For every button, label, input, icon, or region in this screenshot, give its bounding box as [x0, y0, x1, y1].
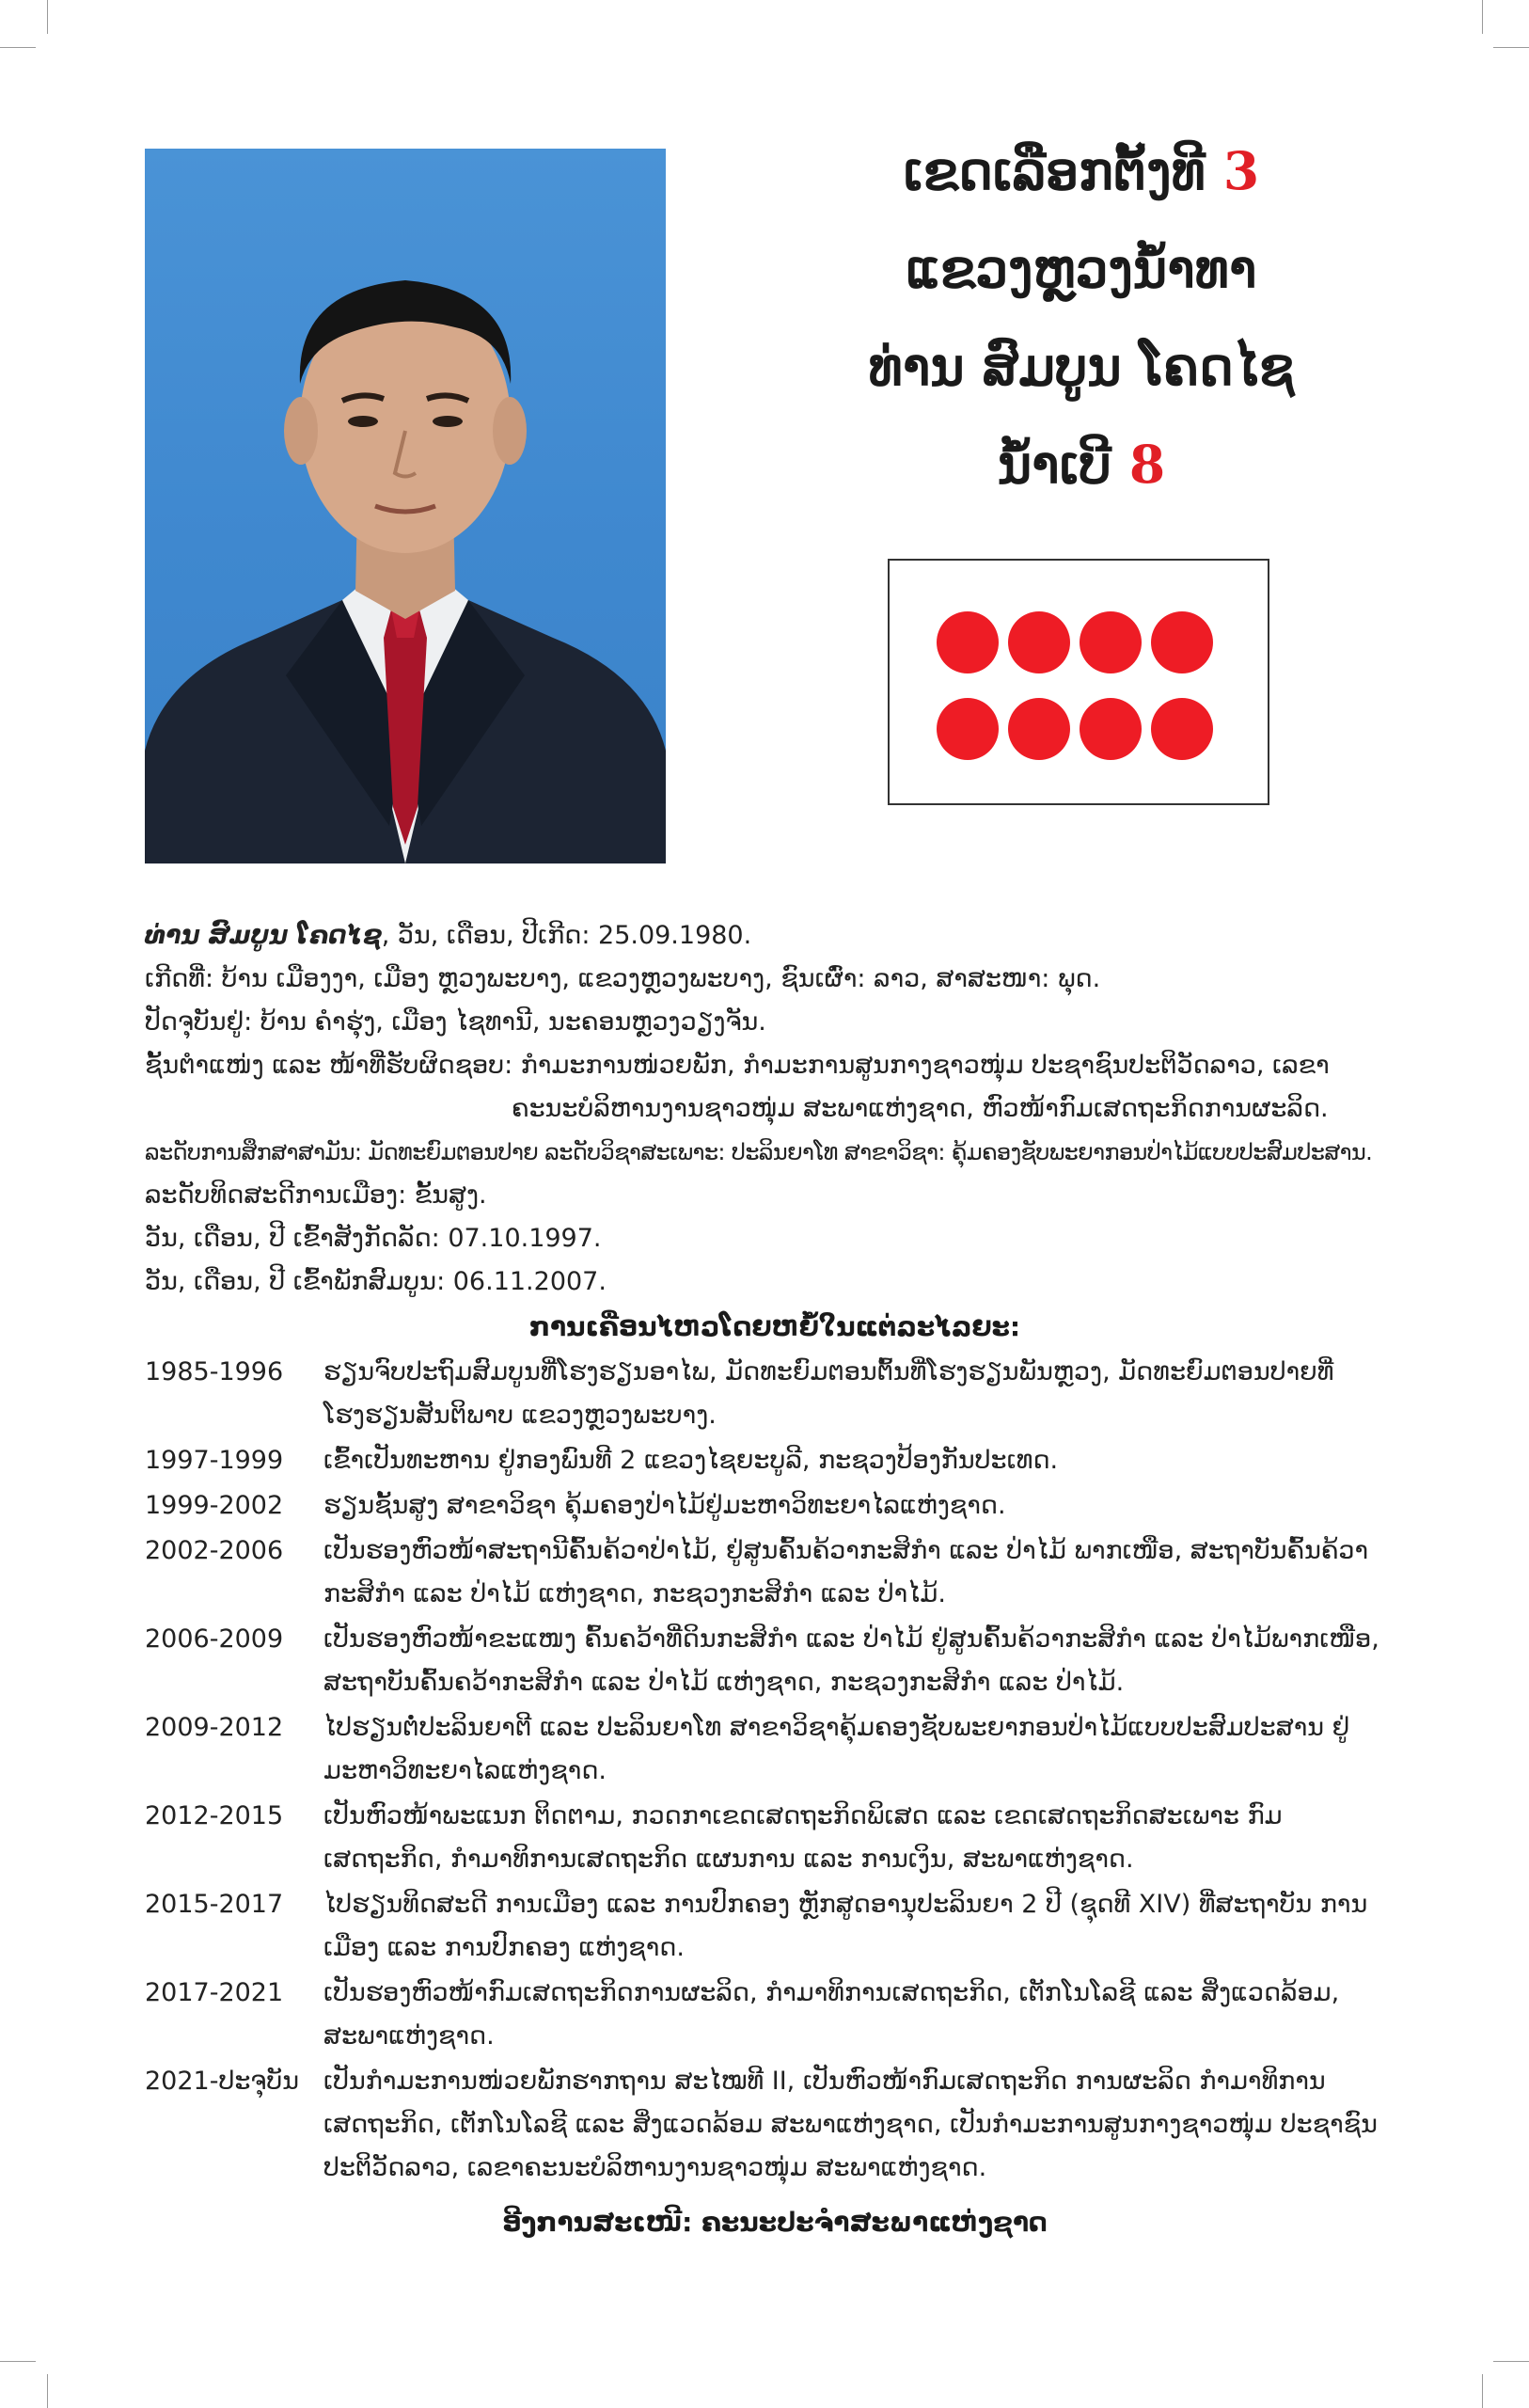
history-years: 2006-2009: [145, 1624, 284, 1654]
crop-mark: [0, 2361, 36, 2362]
history-entry: [145, 2060, 1405, 2190]
bio-name-row: [145, 914, 1405, 958]
constituency-number: 3: [1222, 140, 1260, 201]
history-text: ຮຽນຈົບປະຖົມສົມບູນທີ່ໂຮງຮຽນອາໄພ, ມັດທະຍົມຕອນຕົ້ນທີ່ໂຮງຮຽນພັນຫຼວງ, ມັດທະຍົມຕອນປາຍທີ່ ໂຮງຮຽນສັນຕິພາບ ແຂວງຫຼວງພະບາງ.: [323, 1357, 1334, 1430]
portrait-illustration: [145, 149, 666, 863]
candidate-number: 8: [1128, 434, 1166, 495]
ballot-dot: [1151, 698, 1213, 760]
bio-residence: ປັດຈຸບັນຢູ່: ບ້ານ ຄຳຮຸ່ງ, ເມືອງ ໄຊທານີ, ນະຄອນຫຼວງວຽງຈັນ.: [145, 1007, 766, 1037]
history-entry: [145, 1795, 1405, 1881]
ballot-dot: [1151, 611, 1213, 673]
history-text: ໄປຮຽນຕໍ່ປະລິນຍາຕີ ແລະ ປະລິນຍາໂທ ສາຂາວິຊາຄຸ້ມຄອງຊັບພະຍາກອນປ່າໄມ້ແບບປະສົມປະສານ ຢູ່ ມະຫາວິທະຍາໄລແຫ່ງຊາດ.: [323, 1713, 1350, 1785]
history-text: ເປັນຫົວໜ້າພະແນກ ຕິດຕາມ, ກວດກາເຂດເສດຖະກິດພິເສດ ແລະ ເຂດເສດຖະກິດສະເພາະ ກົມ ເສດຖະກິດ, ກຳມາທິການເສດຖະກິດ ແຜນການ ແລະ ການເງິນ, ສະພາແຫ່ງຊາດ.: [323, 1801, 1283, 1874]
history-entry: [145, 1972, 1405, 2058]
history-text: ເປັນກຳມະການໜ່ວຍພັກຮາກຖານ ສະໄໝທີ II, ເປັນຫົວໜ້າກົມເສດຖະກິດ ການຜະລິດ ກຳມາທິການ ເສດຖະກິດ, ເຕັກໂນໂລຊີ ແລະ ສິ່ງແວດລ້ອມ ສະພາແຫ່ງຊາດ, ເປັນກຳມະການສູນກາງຊາວໜຸ່ມ ປະຊາຊົນ ປະຕິວັດລາວ, ເລຂາຄະນະບໍລິຫານງານຊາວໜຸ່ມ ສະພາແຫ່ງຊາດ.: [323, 2067, 1378, 2182]
history-text: ເປັນຮອງຫົວໜ້າຂະແໜງ ຄົ້ນຄວ້າທີ່ດິນກະສິກຳ ແລະ ປ່າໄມ້ ຢູ່ສູນຄົ້ນຄ້ວາກະສິກຳ ແລະ ປ່າໄມ້ພາກເໜືອ, ສະຖາບັນຄົ້ນຄວ້າກະສິກຳ ແລະ ປ່າໄມ້ ແຫ່ງຊາດ, ກະຊວງກະສິກຳ ແລະ ປ່າໄມ້.: [323, 1624, 1379, 1697]
history-years: 1985-1996: [145, 1357, 284, 1386]
province-line: [771, 220, 1392, 318]
candidate-name-line: [771, 318, 1392, 416]
bio-state-join: ວັນ, ເດືອນ, ປີ ເຂົ້າສັງກັດລັດ: 07.10.1997.: [145, 1224, 602, 1253]
history-entry: [145, 1618, 1405, 1704]
history-years: 1999-2002: [145, 1491, 284, 1520]
history-text: ເປັນຮອງຫົວໜ້າກົມເສດຖະກິດການຜະລິດ, ກຳມາທິການເສດຖະກິດ, ເຕັກໂນໂລຊີ ແລະ ສິ່ງແວດລ້ອມ, ສະພາແຫ່ງຊາດ.: [323, 1978, 1340, 2051]
candidate-header: [771, 122, 1392, 514]
history-text: ໄປຮຽນທິດສະດີ ການເມືອງ ແລະ ການປົກຄອງ ຫຼັກສູດອານຸປະລິນຍາ 2 ປີ (ຊຸດທີ XIV) ທີ່ສະຖາບັນ ການເມືອງ ແລະ ການປົກຄອງ ແຫ່ງຊາດ.: [323, 1890, 1368, 1962]
candidate-number-line: [771, 416, 1392, 514]
bio-birthplace: ເກີດທີ່: ບ້ານ ເມືອງງາ, ເມືອງ ຫຼວງພະບາງ, ແຂວງຫຼວງພະບາງ, ຊົນເຜົ່າ: ລາວ, ສາສະໜາ: ພຸດ.: [145, 964, 1101, 993]
history-text: ເປັນຮອງຫົວໜ້າສະຖານີຄົ້ນຄ້ວາປ່າໄມ້, ຢູ່ສູນຄົ້ນຄ້ວາກະສິກຳ ແລະ ປ່າໄມ້ ພາກເໜືອ, ສະຖາບັນຄົ້ນຄ້ວາ ກະສິກຳ ແລະ ປ່າໄມ້ ແຫ່ງຊາດ, ກະຊວງກະສິກຳ ແລະ ປ່າໄມ້.: [323, 1536, 1369, 1608]
history-years: 2021-ປະຈຸບັນ: [145, 2067, 300, 2096]
crop-mark: [1482, 0, 1483, 34]
history-entry: [145, 1706, 1405, 1793]
history-entry: [145, 1439, 1405, 1482]
crop-mark: [47, 2374, 48, 2408]
history-text: ເຂົ້າເປັນທະຫານ ຢູ່ກອງພົນທີ 2 ແຂວງໄຊຍະບູລີ, ກະຊວງປ້ອງກັນປະເທດ.: [323, 1446, 1059, 1475]
constituency-line: [771, 122, 1392, 220]
province-name: ແຂວງຫຼວງນ້ຳທາ: [906, 238, 1257, 299]
history-years: 2017-2021: [145, 1978, 284, 2007]
ballot-dot: [1008, 611, 1070, 673]
ballot-dot: [1008, 698, 1070, 760]
history-text: ຮຽນຊັ້ນສູງ ສາຂາວິຊາ ຄຸ້ມຄອງປ່າໄມ້ຢູ່ມະຫາວິທະຍາໄລແຫ່ງຊາດ.: [323, 1491, 1006, 1520]
history-years: 2015-2017: [145, 1890, 284, 1919]
bio-party-join: ວັນ, ເດືອນ, ປີ ເຂົ້າພັກສົມບູນ: 06.11.2007.: [145, 1267, 607, 1296]
ballot-dot: [937, 611, 999, 673]
ballot-number-box: [888, 559, 1269, 805]
history-years: 1997-1999: [145, 1446, 284, 1475]
history-years: 2009-2012: [145, 1713, 284, 1742]
number-label: ນ້ຳເບີ: [997, 434, 1111, 495]
history-years: 2002-2006: [145, 1536, 284, 1565]
crop-mark: [1493, 2361, 1529, 2362]
bio-education: ລະດັບການສຶກສາສາມັນ: ມັດທະຍົມຕອນປາຍ ລະດັບວິຊາສະເພາະ: ປະລິນຍາໂທ ສາຂາວິຊາ: ຄຸ້ມຄອງຊັບພະຍາກອນປ່າໄມ້ແບບປະສົມປະສານ.: [145, 1139, 1373, 1165]
history-title: ການເຄື່ອນໄຫວໂດຍຫຍໍ້ໃນແຕ່ລະໄລຍະ:: [528, 1311, 1021, 1342]
history-entry: [145, 1351, 1405, 1437]
candidate-portrait: [145, 149, 666, 863]
constituency-label: ເຂດເລືອກຕັ້ງທີ: [903, 140, 1206, 201]
footer-reference: ອີງການສະເໜີ: ຄະນະປະຈຳສະພາແຫ່ງຊາດ: [502, 2207, 1048, 2238]
ballot-dot: [1080, 698, 1142, 760]
history-entry: [145, 1484, 1405, 1528]
bio-position: ຊັ້ນຕຳແໜ່ງ ແລະ ໜ້າທີ່ຮັບຜິດຊອບ: ກຳມະການໜ່ວຍພັກ, ກຳມະການສູນກາງຊາວໜຸ່ມ ປະຊາຊົນປະຕິວັດລາວ, ເລຂາ: [145, 1051, 1330, 1080]
bio-position-cont: ຄະນະບໍລິຫານງານຊາວໜຸ່ມ ສະພາແຫ່ງຊາດ, ຫົວໜ້າກົມເສດຖະກິດການຜະລິດ.: [512, 1094, 1329, 1123]
bio-name: ທ່ານ ສົມບູນ ໂຄດໄຊ: [145, 921, 382, 950]
crop-mark: [0, 47, 36, 48]
crop-mark: [1493, 47, 1529, 48]
history-list: [145, 1351, 1405, 2192]
bio-political: ລະດັບທິດສະດີການເມືອງ: ຂັ້ນສູງ.: [145, 1180, 487, 1210]
ballot-dot: [1080, 611, 1142, 673]
bio-birth: , ວັນ, ເດືອນ, ປີເກີດ: 25.09.1980.: [381, 921, 752, 950]
biography: [145, 914, 1405, 1304]
history-years: 2012-2015: [145, 1801, 284, 1830]
history-entry: [145, 1529, 1405, 1616]
crop-mark: [1482, 2374, 1483, 2408]
candidate-name: ທ່ານ ສົມບູນ ໂຄດໄຊ: [868, 336, 1295, 397]
history-entry: [145, 1883, 1405, 1970]
crop-mark: [47, 0, 48, 34]
ballot-dot: [937, 698, 999, 760]
